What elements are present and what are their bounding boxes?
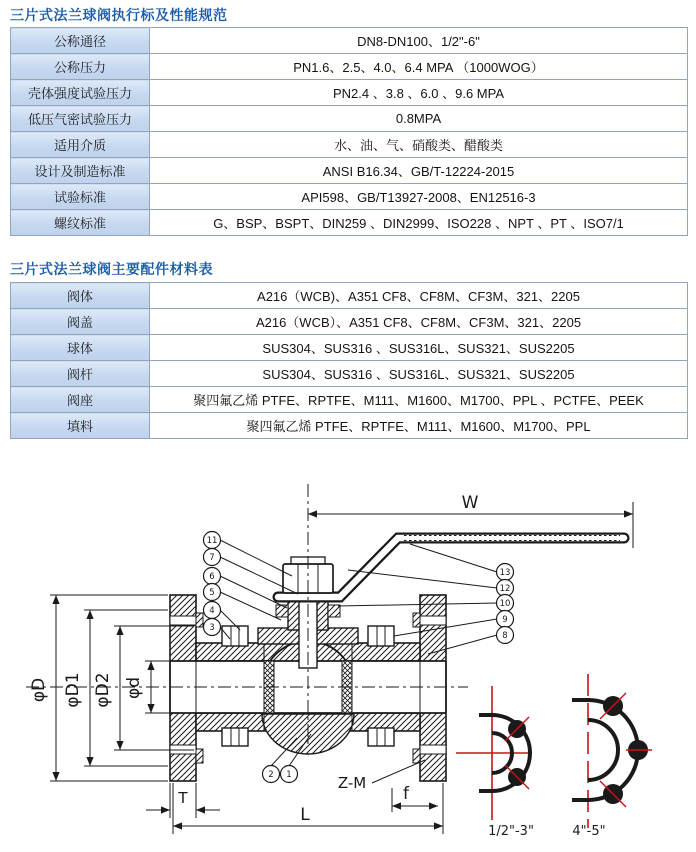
material-row-value: 聚四氟乙烯 PTFE、RPTFE、M111、M1600、M1700、PPL	[150, 413, 688, 439]
svg-text:13: 13	[499, 568, 511, 578]
flange-end-view-small	[456, 686, 534, 839]
dim-label-phid: φd	[124, 676, 144, 700]
table-row	[11, 184, 688, 210]
callout-balloon	[497, 564, 514, 581]
spec-row-value: API598、GB/T13927-2008、EN12516-3	[150, 184, 688, 210]
material-row-value: SUS304、SUS316 、SUS316L、SUS321、SUS2205	[150, 361, 688, 387]
spec-table-title: 三片式法兰球阀执行标及性能规范	[10, 7, 228, 23]
dim-label-phiD2: φD2	[93, 672, 113, 708]
callout-balloon	[204, 549, 221, 566]
spec-row-value: ANSI B16.34、GB/T-12224-2015	[150, 158, 688, 184]
dimension-T	[146, 783, 220, 818]
material-row-label: 阀体	[11, 283, 150, 309]
svg-text:5: 5	[209, 588, 215, 598]
table-row	[11, 335, 688, 361]
callout-balloon	[497, 595, 514, 612]
spec-row-label: 适用介质	[11, 132, 150, 158]
svg-text:9: 9	[502, 615, 508, 625]
dim-label-phiD1: φD1	[63, 672, 83, 708]
dim-label-T: T	[178, 789, 188, 807]
callout-balloon	[497, 611, 514, 628]
svg-text:8: 8	[502, 631, 508, 641]
material-row-label: 球体	[11, 335, 150, 361]
spec-table	[10, 27, 688, 236]
svg-text:11: 11	[206, 536, 218, 546]
table-row	[11, 413, 688, 439]
spec-row-label: 公称压力	[11, 54, 150, 80]
spec-row-value: PN1.6、2.5、4.0、6.4 MPA （1000WOG）	[150, 54, 688, 80]
table-row	[11, 132, 688, 158]
material-row-value: SUS304、SUS316 、SUS316L、SUS321、SUS2205	[150, 335, 688, 361]
material-row-label: 填料	[11, 413, 150, 439]
material-row-label: 阀盖	[11, 309, 150, 335]
callout-balloon	[204, 619, 221, 636]
table-row	[11, 309, 688, 335]
callout-balloon	[204, 602, 221, 619]
table-row	[11, 361, 688, 387]
table-row	[11, 210, 688, 236]
material-row-value: A216（WCB)、A351 CF8、CF8M、CF3M、321、2205	[150, 283, 688, 309]
callout-balloon	[204, 584, 221, 601]
material-table-title: 三片式法兰球阀主要配件材料表	[10, 261, 213, 277]
svg-text:6: 6	[209, 572, 215, 582]
spec-row-label: 低压气密试验压力	[11, 106, 150, 132]
spec-row-label: 公称通径	[11, 28, 150, 54]
spec-row-value: G、BSP、BSPT、DIN259 、DIN2999、ISO228 、NPT 、PT 、ISO7/1	[150, 210, 688, 236]
callout-balloon	[497, 627, 514, 644]
table-row	[11, 106, 688, 132]
spec-row-label: 壳体强度试验压力	[11, 80, 150, 106]
svg-text:12: 12	[499, 584, 511, 594]
svg-text:3: 3	[209, 623, 215, 633]
spec-row-value: PN2.4 、3.8 、6.0 、9.6 MPA	[150, 80, 688, 106]
spec-row-value: 水、油、气、硝酸类、醋酸类	[150, 132, 688, 158]
table-row	[11, 158, 688, 184]
dim-label-phiD: φD	[29, 677, 49, 703]
dimension-f	[392, 784, 438, 812]
material-row-value: A216（WCB）、A351 CF8、CF8M、CF3M、321、2205	[150, 309, 688, 335]
material-table	[10, 282, 688, 439]
table-row	[11, 28, 688, 54]
svg-text:4: 4	[209, 606, 215, 616]
table-row	[11, 283, 688, 309]
spec-row-label: 设计及制造标准	[11, 158, 150, 184]
bolt-spec-callout	[338, 760, 425, 792]
table-row	[11, 387, 688, 413]
valve-technical-drawing	[0, 478, 696, 852]
spec-row-value: 0.8MPA	[150, 106, 688, 132]
callout-balloon	[204, 568, 221, 585]
callout-balloon	[281, 766, 298, 783]
spec-row-label: 试验标准	[11, 184, 150, 210]
callout-balloon	[263, 766, 280, 783]
flange-view-label-small: 1/2"-3"	[488, 824, 534, 839]
flange-end-view-large	[572, 674, 652, 839]
svg-text:1: 1	[286, 770, 292, 780]
svg-text:10: 10	[499, 599, 511, 609]
material-row-label: 阀杆	[11, 361, 150, 387]
svg-text:7: 7	[209, 553, 215, 563]
table-row	[11, 80, 688, 106]
dim-label-W: W	[461, 493, 479, 513]
valve-cross-section	[26, 484, 624, 781]
dim-label-L: L	[300, 805, 310, 825]
material-row-label: 阀座	[11, 387, 150, 413]
callout-balloon	[204, 532, 221, 549]
table-row	[11, 54, 688, 80]
material-row-value: 聚四氟乙烯 PTFE、RPTFE、M111、M1600、M1700、PPL 、PCTFE、PEEK	[150, 387, 688, 413]
spec-row-value: DN8-DN100、1/2"-6"	[150, 28, 688, 54]
dim-label-ZM: Z-M	[337, 774, 367, 792]
flange-view-label-large: 4"-5"	[572, 824, 606, 839]
svg-text:2: 2	[268, 770, 274, 780]
spec-row-label: 螺纹标准	[11, 210, 150, 236]
dim-label-f: f	[403, 784, 409, 804]
